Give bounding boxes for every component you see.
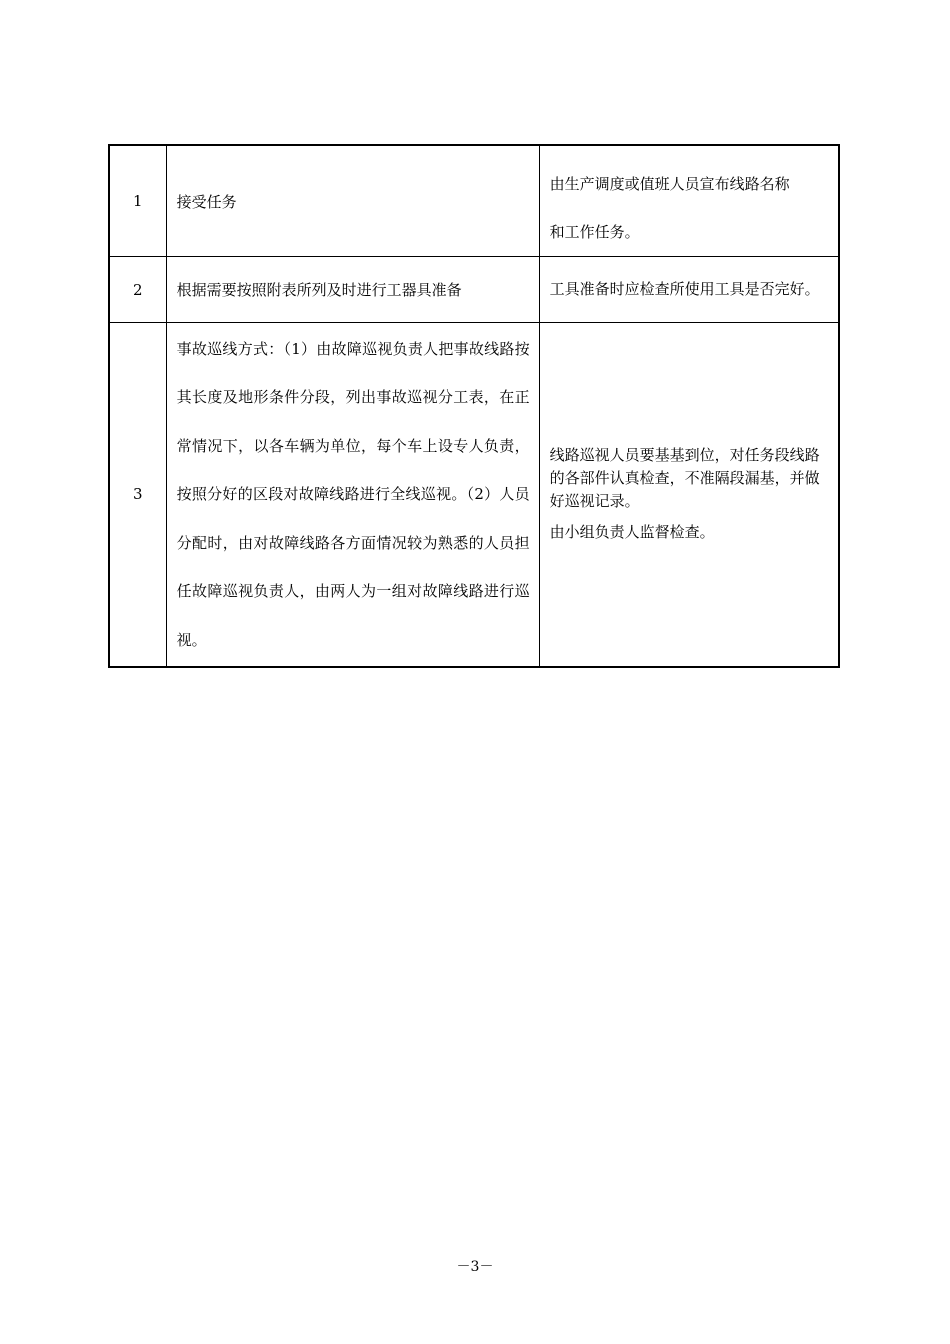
note-text	[540, 444, 838, 544]
step-text: 接受任务	[176, 192, 237, 211]
row-number: 3	[109, 323, 166, 667]
table-row	[109, 145, 839, 257]
note-line: 线路巡视人员要基基到位，对任务段线路的各部件认真检查，不准隔段漏基，并做好巡视记录。	[549, 446, 820, 511]
task-table	[108, 144, 840, 668]
row-number: 1	[109, 145, 166, 257]
page-number: －3－	[456, 1259, 494, 1275]
step-cell	[166, 323, 539, 667]
note-line: 由小组负责人监督检查。	[549, 523, 715, 542]
note-line: 工具准备时应检查所使用工具是否完好。	[549, 280, 820, 298]
step-text: 事故巡线方式：（1）由故障巡视负责人把事故线路按其长度及地形条件分段，列出事故巡视分工表，在正常情况下，以各车辆为单位，每个车上设专人负责，按照分好的区段对故障线路进行全线巡视。（2）人员分配时，由对故障线路各方面情况较为熟悉的人员担任故障巡视负责人，由两人为一组对故障线路进行巡视。	[176, 339, 530, 649]
note-cell	[539, 323, 839, 667]
note-text	[540, 278, 838, 301]
step-cell	[166, 257, 539, 323]
note-cell	[539, 257, 839, 323]
step-text: 根据需要按照附表所列及时进行工器具准备	[176, 281, 462, 299]
table-row	[109, 323, 839, 667]
row-number: 2	[109, 257, 166, 323]
note-line: 和工作任务。	[549, 223, 640, 241]
note-cell	[539, 145, 839, 257]
table-row	[109, 257, 839, 323]
step-cell	[166, 145, 539, 257]
note-line: 由生产调度或值班人员宣布线路名称	[549, 175, 790, 193]
